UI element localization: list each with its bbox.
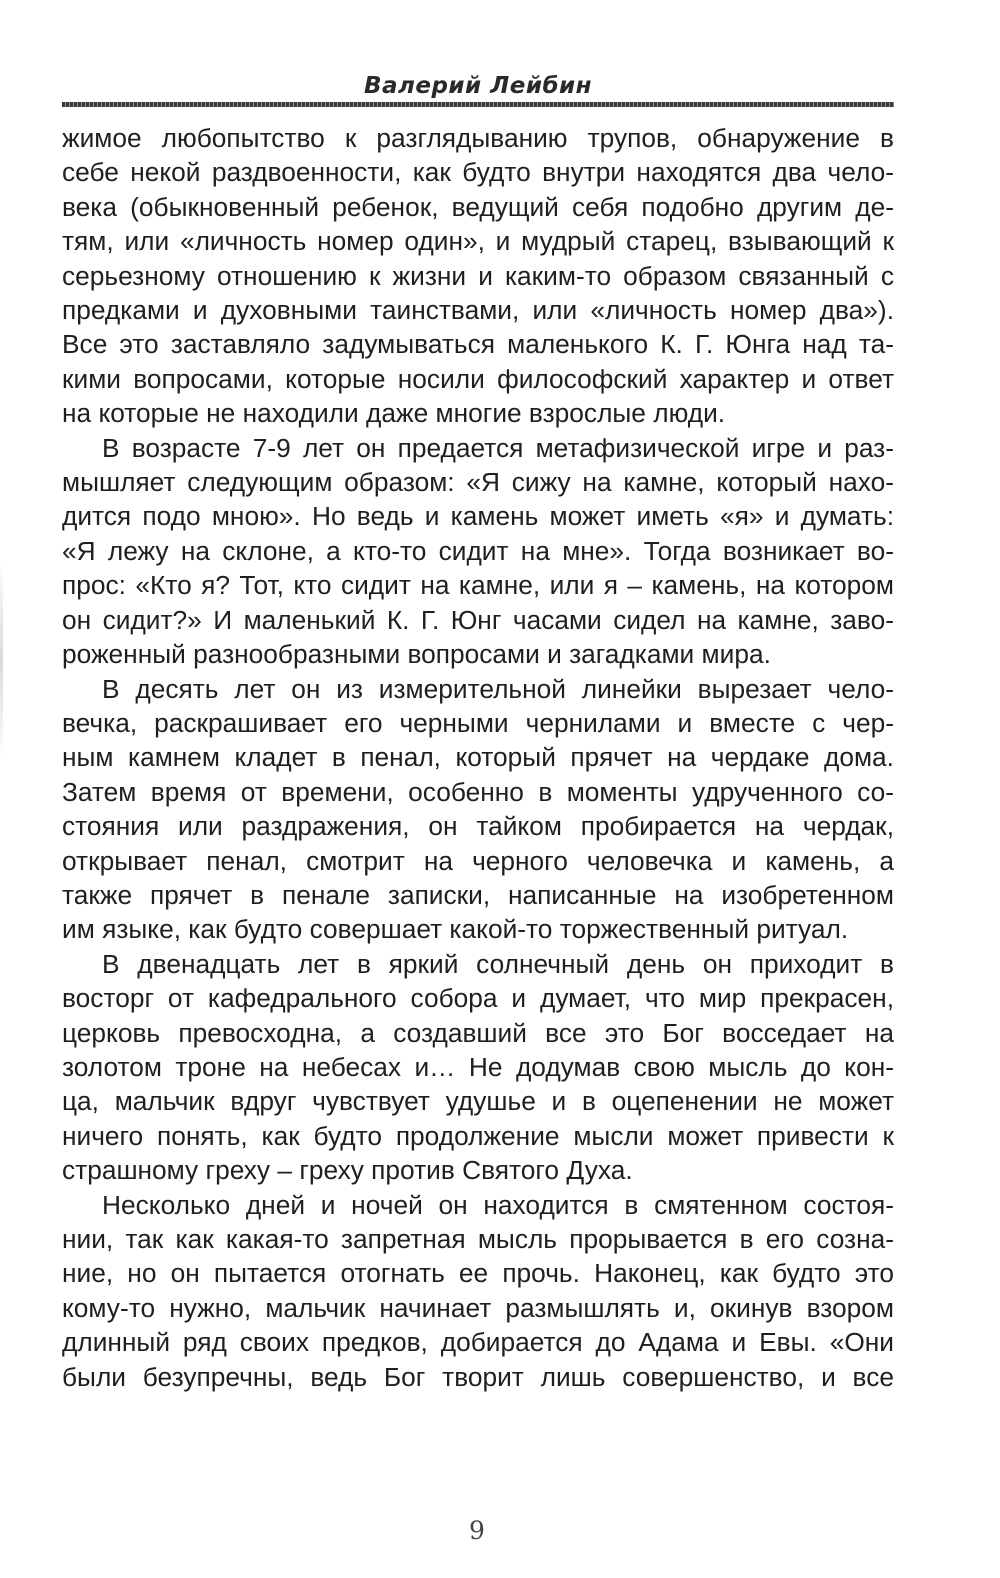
paragraph: [62, 431, 894, 672]
text-line: были безупречны, ведь Бог творит лишь совершенство, и все: [62, 1361, 894, 1392]
text-line: Все это заставляло задумываться маленького К. Г. Юнга над та-: [62, 329, 894, 360]
paragraph: [62, 672, 894, 947]
text-line: кими вопросами, которые носили философский характер и ответ: [62, 363, 894, 394]
text-line: страшному греху – греху против Святого Духа.: [62, 1155, 633, 1186]
text-line: «Я лежу на склоне, а кто-то сидит на мне». Тогда возникает во-: [62, 535, 894, 566]
text-line: восторг от кафедрального собора и думает, что мир прекрасен,: [62, 983, 894, 1014]
text-line: им языке, как будто совершает какой-то торжественный ритуал.: [62, 914, 849, 945]
text-line: тям, или «личность номер один», и мудрый старец, взывающий к: [62, 226, 894, 257]
text-line: стояния или раздражения, он тайком пробирается на чердак,: [62, 811, 894, 842]
text-line: ничего понять, как будто продолжение мысли может привести к: [62, 1120, 894, 1151]
text-line: вечка, раскрашивает его черными чернилами и вместе с чер-: [62, 707, 894, 738]
text-line: открывает пенал, смотрит на черного человечка и камень, а: [62, 845, 894, 876]
body-text: [62, 121, 894, 1394]
text-line: церковь превосходна, а создавший все это Бог восседает на: [62, 1017, 894, 1048]
text-line: золотом троне на небесах и… Не додумав свою мысль до кон-: [62, 1051, 894, 1082]
scan-edge-shadow: [0, 560, 3, 760]
text-line: он сидит?» И маленький К. Г. Юнг часами сидел на камне, заво-: [62, 604, 894, 635]
text-line: себе некой раздвоенности, как будто внутри находятся два чело-: [62, 157, 894, 188]
page-number: 9: [469, 1516, 485, 1545]
text-line: также прячет в пенале записки, написанные на изобретенном: [62, 879, 894, 910]
text-line: В десять лет он из измерительной линейки вырезает чело-: [102, 673, 894, 704]
text-line: В возрасте 7-9 лет он предается метафизической игре и раз-: [102, 432, 894, 463]
text-line: нии, так как какая-то запретная мысль прорывается в его созна-: [62, 1224, 894, 1254]
text-line: века (обыкновенный ребенок, ведущий себя подобно другим де-: [62, 191, 894, 222]
paragraph: [62, 1188, 894, 1394]
paragraph: [62, 947, 894, 1188]
text-line: мышляет следующим образом: «Я сижу на камне, который нахо-: [62, 467, 894, 498]
text-line: предками и духовными таинствами, или «личность номер два»).: [62, 295, 894, 326]
text-line: ние, но он пытается отогнать ее прочь. Наконец, как будто это: [62, 1258, 894, 1289]
text-line: кому-то нужно, мальчик начинает размышлять и, окинув взором: [62, 1292, 894, 1323]
text-line: ца, мальчик вдруг чувствует удушье и в оцепенении не может: [62, 1086, 894, 1117]
text-line: В двенадцать лет в яркий солнечный день он приходит в: [102, 948, 894, 979]
header-rule: [62, 102, 894, 107]
text-line: прос: «Кто я? Тот, кто сидит на камне, или я – камень, на котором: [62, 570, 894, 601]
running-header-author: Валерий Лейбин: [363, 73, 593, 99]
paragraph: [62, 121, 894, 431]
text-line: ным камнем кладет в пенал, который прячет на чердаке дома.: [62, 742, 894, 773]
text-line: дится подо мною». Но ведь и камень может иметь «я» и думать:: [62, 501, 894, 532]
text-line: роженный разнообразными вопросами и загадками мира.: [62, 639, 771, 670]
text-line: жимое любопытство к разглядыванию трупов, обнаружение в: [62, 123, 894, 153]
running-header: [62, 72, 894, 107]
text-line: Несколько дней и ночей он находится в смятенном состоя-: [102, 1189, 894, 1220]
text-line: длинный ряд своих предков, добирается до Адама и Евы. «Они: [62, 1327, 894, 1358]
text-line: серьезному отношению к жизни и каким-то образом связанный с: [62, 260, 894, 291]
text-line: Затем время от времени, особенно в моменты удрученного со-: [62, 776, 894, 807]
text-line: на которые не находили даже многие взрослые люди.: [62, 398, 726, 429]
